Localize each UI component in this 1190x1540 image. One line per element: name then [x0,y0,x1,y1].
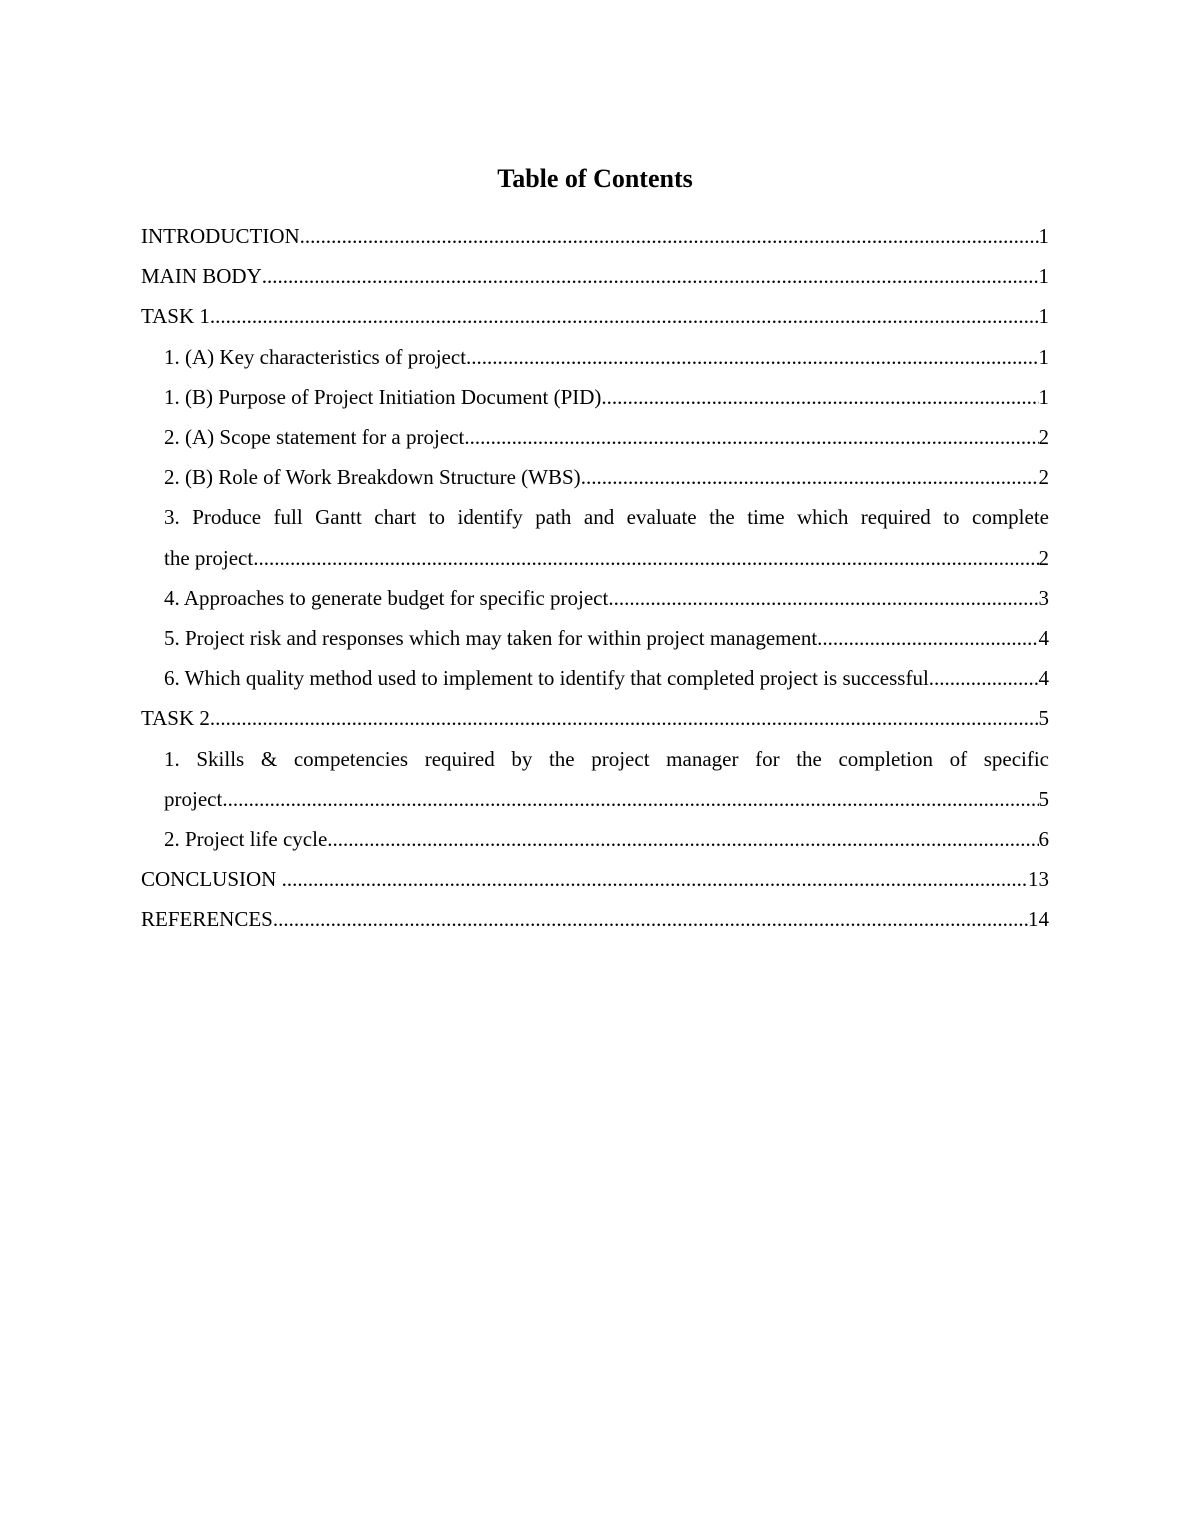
dot-leader [817,618,1038,658]
toc-entry-label: 4. Approaches to generate budget for specific project [164,585,609,610]
toc-entry-label: 5. Project risk and responses which may taken for within project management [164,626,818,651]
toc-entry-label: 1. (B) Purpose of Project Initiation Document (PID) [164,384,602,409]
toc-entry-conclusion[interactable] [141,859,1049,899]
toc-entry-label: REFERENCES [141,907,273,932]
toc-page-number: 4 [1038,626,1049,651]
toc-page-number: 1 [1038,344,1049,369]
toc-entry-task-1[interactable] [141,296,1049,336]
toc-entry-continuation [164,538,1049,578]
toc-page-number: 14 [1028,907,1049,932]
dot-leader [282,859,1028,899]
dot-leader [464,417,1038,457]
toc-page-number: 13 [1028,867,1049,892]
toc-entry-task-2[interactable] [141,698,1049,738]
toc-page-number: 5 [1038,786,1049,811]
toc-page-number: 1 [1038,224,1049,248]
toc-entry-label: 1. (A) Key characteristics of project [164,344,467,369]
dot-leader [327,819,1038,859]
dot-leader [222,779,1038,819]
page-title: Table of Contents [497,164,693,193]
toc-entry-quality-method[interactable] [141,658,1049,698]
toc-entry-key-characteristics[interactable] [141,337,1049,377]
dot-leader [273,899,1028,939]
toc-entry-pid-purpose[interactable] [141,377,1049,417]
toc-page-number: 2 [1038,465,1049,490]
dot-leader [466,337,1038,377]
toc-entry-label: 2. (A) Scope statement for a project [164,425,465,450]
toc-page-number: 5 [1038,706,1049,731]
dot-leader [608,578,1038,618]
toc-page-number: 1 [1038,384,1049,409]
toc-entry-label: 2. (B) Role of Work Breakdown Structure (WBS) [164,465,581,490]
toc-entry-continuation [164,779,1049,819]
toc-entry-label-line-2: the project [164,545,254,570]
toc-page-number: 4 [1038,666,1049,691]
toc-entry-wbs-role[interactable] [141,457,1049,497]
toc-entry-gantt-chart[interactable] [141,497,1049,577]
toc-entry-project-life-cycle[interactable] [141,819,1049,859]
toc-entry-main-body[interactable] [141,256,1049,296]
dot-leader [253,538,1038,578]
table-of-contents [141,216,1049,940]
toc-page-number: 3 [1038,585,1049,610]
toc-entry-scope-statement[interactable] [141,417,1049,457]
toc-entry-label: TASK 2 [141,706,210,731]
toc-entry-label: INTRODUCTION [141,224,300,248]
dot-leader [601,377,1038,417]
dot-leader [210,296,1039,336]
toc-page-number: 1 [1038,304,1049,329]
toc-page-number: 2 [1038,545,1049,570]
toc-entry-introduction[interactable] [141,216,1049,256]
toc-page-number: 2 [1038,425,1049,450]
toc-page-number: 6 [1038,827,1049,852]
toc-entry-label: 2. Project life cycle [164,827,328,852]
toc-entry-budget-approaches[interactable] [141,578,1049,618]
toc-entry-label-line-1: 1. Skills & competencies required by the project manager for the completion of specific [164,746,1049,771]
toc-entry-label: MAIN BODY [141,264,262,289]
toc-entry-skills-competencies[interactable] [141,739,1049,819]
toc-entry-label: 6. Which quality method used to implement to identify that completed project is successful [164,666,929,691]
toc-entry-references[interactable] [141,899,1049,939]
dot-leader [929,658,1039,698]
toc-page-number: 1 [1038,264,1049,289]
dot-leader [581,457,1039,497]
dot-leader [262,256,1039,296]
toc-entry-label: TASK 1 [141,304,210,329]
dot-leader [300,216,1039,256]
toc-entry-label-line-1: 3. Produce full Gantt chart to identify path and evaluate the time which required to complete [164,505,1049,530]
toc-entry-project-risk[interactable] [141,618,1049,658]
toc-entry-label: CONCLUSION [141,867,282,892]
dot-leader [210,698,1039,738]
toc-entry-label-line-2: project [164,786,223,811]
